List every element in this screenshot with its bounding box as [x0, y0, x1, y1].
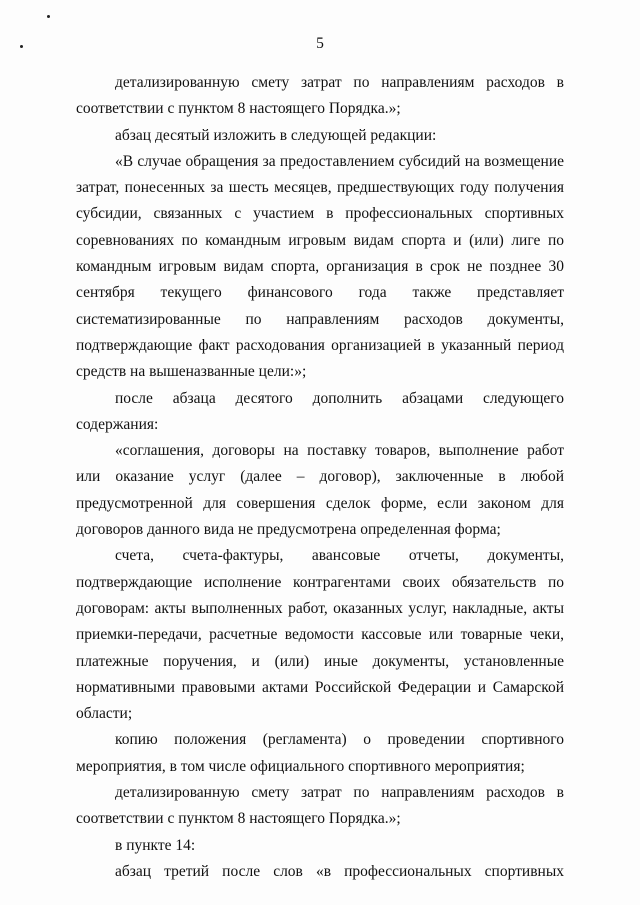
paragraph: копию положения (регламента) о проведении спортивного мероприятия, в том числе официального спортивного мероприятия;: [76, 731, 564, 775]
paragraph: абзац десятый изложить в следующей редакции:: [115, 126, 437, 144]
document-body: [76, 70, 564, 885]
paragraph: в пункте 14:: [115, 836, 196, 854]
paragraph: после абзаца десятого дополнить абзацами следующего содержания:: [76, 389, 564, 433]
paragraph: детализированную смету затрат по направлениям расходов в соответствии с пунктом 8 настоящего Порядка.»;: [76, 74, 564, 118]
scan-speck: [47, 15, 50, 18]
paragraph: абзац третий после слов «в профессиональных спортивных: [115, 862, 564, 880]
paragraph: «соглашения, договоры на поставку товаров, выполнение работ или оказание услуг (далее – договор), заключенные в любой предусмотренной для совершения сделок форме, если законом для договоров данного вида не предусмотрена определенная форма;: [76, 442, 564, 539]
paragraph: детализированную смету затрат по направлениям расходов в соответствии с пунктом 8 настоящего Порядка.»;: [76, 784, 564, 828]
paragraph: «В случае обращения за предоставлением субсидий на возмещение затрат, понесенных за шесть месяцев, предшествующих году получения субсидии, связанных с участием в профессиональных спортивных соревнованиях по командным игровым видам спорта и (или) лиге по командным игровым видам спорта, организация в срок не позднее 30 сентября текущего финансового года также представляет систематизированные по направлениям расходов документы, подтверждающие факт расходования организацией в указанный период средств на вышеназванные цели:»;: [76, 152, 564, 381]
paragraph: счета, счета-фактуры, авансовые отчеты, документы, подтверждающие исполнение контрагентами своих обязательств по договорам: акты выполненных работ, оказанных услуг, накладные, акты приемки-передачи, расчетные ведомости кассовые или товарные чеки, платежные поручения, и (или) иные документы, установленные нормативными правовыми актами Российской Федерации и Самарской области;: [76, 547, 564, 723]
page-number: 5: [316, 35, 324, 52]
